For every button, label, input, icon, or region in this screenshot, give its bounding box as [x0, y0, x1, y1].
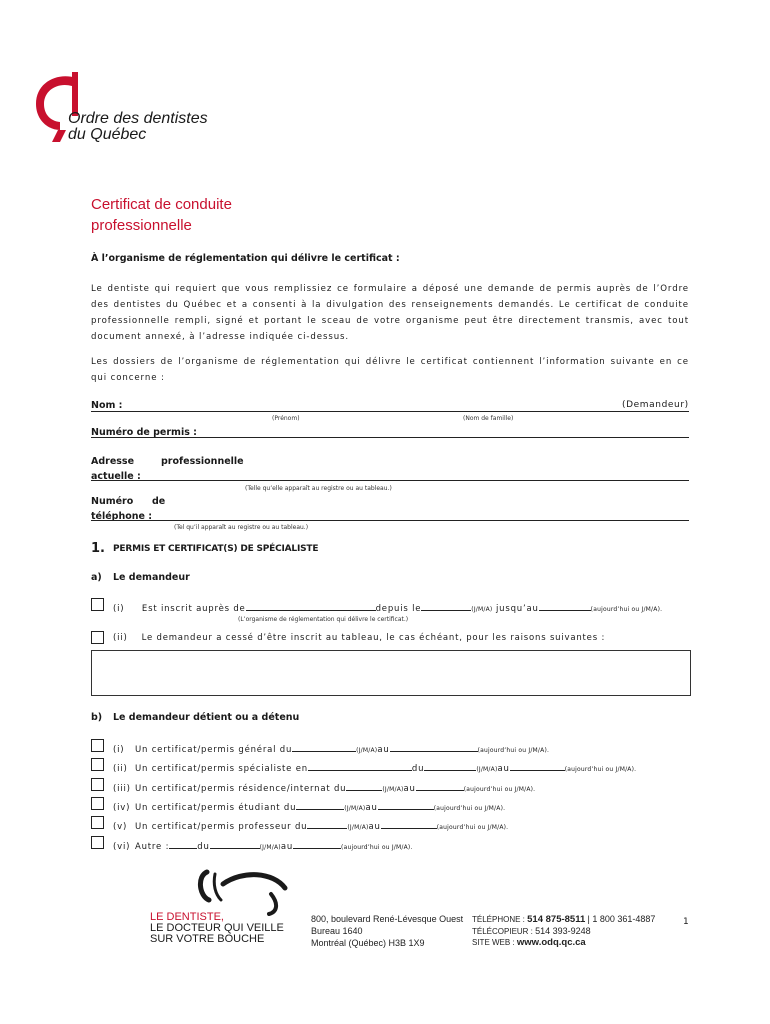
checkbox-b-iii[interactable] [91, 778, 104, 791]
b-ii-du-input[interactable] [424, 760, 476, 771]
b-vi-jma: (J/M/A) [259, 844, 281, 851]
item-b-iii-num: (iii) [113, 784, 131, 794]
b-v-du-input[interactable] [307, 818, 347, 829]
adresse-label-2: professionnelle [161, 456, 244, 467]
telephone-hint: (Tel qu’il apparaît au registre ou au tableau.) [174, 524, 309, 531]
b-ii-specialite-input[interactable] [308, 760, 412, 771]
b-i-au-input[interactable] [390, 741, 478, 752]
fax-number: 514 393-9248 [535, 926, 591, 936]
slogan-line-3: SUR VOTRE BOUCHE [150, 933, 265, 945]
item-b-iv [113, 799, 505, 813]
org-name-line1: Ordre des dentistes [68, 110, 208, 127]
item-b-i-text: Un certificat/permis général du [135, 745, 293, 755]
prenom-hint: (Prénom) [272, 415, 300, 422]
address-line-1: 800, boulevard René-Lévesque Ouest [311, 914, 464, 924]
telephone-tollfree: | 1 800 361-4887 [587, 914, 656, 924]
checkbox-b-ii[interactable] [91, 758, 104, 771]
item-b-ii [113, 760, 636, 774]
website-link[interactable]: www.odq.qc.ca [516, 937, 586, 948]
section-1-title: PERMIS ET CERTIFICAT(S) DE SPÉCIALISTE [113, 544, 319, 554]
organisme-input-line[interactable] [246, 600, 376, 611]
b-ii-au: au [497, 764, 510, 774]
b-iv-au-input[interactable] [378, 799, 434, 810]
b-i-au: au [377, 745, 390, 755]
nom-input-line[interactable] [91, 411, 689, 412]
b-v-jma: (J/M/A) [347, 824, 369, 831]
b-iii-au-input[interactable] [416, 780, 464, 791]
telephone-label: TÉLÉPHONE : [472, 915, 525, 924]
b-vi-au: au [280, 842, 294, 852]
b-vi-end: (aujourd’hui ou J/M/A). [341, 844, 413, 851]
item-a-i-text2: depuis le [375, 604, 422, 614]
telephone-label-1: Numéro [91, 496, 134, 507]
checkbox-a-ii[interactable] [91, 631, 104, 644]
document-title-line1: Certificat de conduite [91, 196, 232, 213]
page-number: 1 [683, 917, 689, 927]
dentist-face-icon [193, 866, 293, 916]
b-v-au: au [368, 822, 381, 832]
sub-b-letter: b) [91, 712, 103, 723]
adresse-label-3: actuelle : [91, 471, 141, 482]
b-iv-au: au [365, 803, 378, 813]
b-i-end: (aujourd’hui ou J/M/A). [477, 747, 550, 754]
item-b-i [113, 741, 549, 755]
b-i-jma: (J/M/A) [356, 747, 378, 754]
item-b-vi [113, 838, 413, 852]
raisons-textarea[interactable] [91, 650, 691, 696]
b-ii-au-input[interactable] [510, 760, 565, 771]
address-line-2: Bureau 1640 [311, 926, 363, 936]
document-title-line2: professionnelle [91, 217, 192, 234]
b-iii-jma: (J/M/A) [382, 786, 404, 793]
organisme-hint: (L’organisme de réglementation qui délivre le certificat.) [238, 616, 409, 623]
checkbox-a-i[interactable] [91, 598, 104, 611]
b-vi-du: du [197, 842, 210, 852]
org-name-line2: du Québec [68, 126, 147, 143]
b-ii-end: (aujourd’hui ou J/M/A). [564, 766, 637, 773]
telephone-label-2: de [152, 496, 166, 507]
checkbox-b-i[interactable] [91, 739, 104, 752]
depuis-input-line[interactable] [421, 600, 471, 611]
nom-label: Nom : [91, 400, 123, 411]
b-iii-au: au [403, 784, 416, 794]
section-1-number: 1. [91, 541, 105, 556]
website-line [472, 937, 586, 949]
item-b-iii [113, 780, 535, 794]
fax-label: TÉLÉCOPIEUR : [472, 927, 533, 936]
item-b-iii-text: Un certificat/permis résidence/internat du [135, 784, 347, 794]
adresse-hint: (Telle qu’elle apparaît au registre ou au tableau.) [245, 485, 392, 492]
item-a-i-text3: jusqu’au [496, 604, 539, 614]
item-a-ii-num: (ii) [113, 633, 128, 643]
b-ii-jma: (J/M/A) [476, 766, 498, 773]
item-b-v-num: (v) [113, 822, 128, 832]
permis-input-line[interactable] [91, 437, 689, 438]
intro-paragraph-2: Les dossiers de l’organisme de réglementation qui délivre le certificat contiennent l’information suivante en ce qui concerne : [91, 357, 689, 383]
item-a-i-jma: (J/M/A) [471, 606, 493, 613]
item-b-ii-text: Un certificat/permis spécialiste en [135, 764, 308, 774]
b-ii-du: du [411, 764, 425, 774]
sub-a-label: Le demandeur [113, 572, 190, 583]
slogan-line-2: LE DOCTEUR QUI VEILLE [150, 922, 284, 934]
item-b-v [113, 818, 508, 832]
b-v-au-input[interactable] [381, 818, 437, 829]
adresse-input-line[interactable] [91, 480, 689, 481]
address-line-3: Montréal (Québec) H3B 1X9 [311, 938, 425, 948]
item-a-i [113, 600, 662, 614]
item-b-v-text: Un certificat/permis professeur du [135, 822, 308, 832]
b-iii-du-input[interactable] [346, 780, 382, 791]
item-b-i-num: (i) [113, 745, 125, 755]
item-b-iv-text: Un certificat/permis étudiant du [135, 803, 297, 813]
item-b-iv-num: (iv) [113, 803, 131, 813]
b-iv-du-input[interactable] [296, 799, 344, 810]
item-a-ii-text: Le demandeur a cessé d’être inscrit au tableau, le cas échéant, pour les raisons suivantes : [141, 633, 606, 643]
checkbox-b-v[interactable] [91, 816, 104, 829]
item-b-vi-num: (vi) [113, 842, 131, 852]
item-b-ii-num: (ii) [113, 764, 128, 774]
b-vi-au-input[interactable] [293, 838, 341, 849]
item-a-i-end: (aujourd’hui ou J/M/A). [590, 606, 663, 613]
b-vi-du-input[interactable] [210, 838, 260, 849]
b-iii-end: (aujourd’hui ou J/M/A). [463, 786, 536, 793]
intro-paragraph-1: Le dentiste qui requiert que vous remplissiez ce formulaire a déposé une demande de permis auprès de l’Ordre des dentistes du Québec et a consenti à la divulgation des renseignements demandés. Le certificat de conduite professionnelle rempli, signé et portant le sceau de votre organisme peut être directement transmis, avec tout document annexé, à l’adresse indiquée ci-dessus. [91, 284, 689, 342]
item-a-i-num: (i) [113, 604, 125, 614]
sub-a-letter: a) [91, 572, 102, 583]
b-v-end: (aujourd’hui ou J/M/A). [436, 824, 509, 831]
adresse-label-1: Adresse [91, 456, 135, 467]
permis-label: Numéro de permis : [91, 427, 197, 438]
b-iv-jma: (J/M/A) [344, 805, 366, 812]
item-a-ii [113, 633, 605, 643]
item-a-i-text1: Est inscrit auprès de [141, 604, 246, 614]
telephone-label-3: téléphone : [91, 511, 153, 522]
sub-b-label: Le demandeur détient ou a détenu [113, 712, 300, 723]
b-iv-end: (aujourd’hui ou J/M/A). [433, 805, 506, 812]
checkbox-b-vi[interactable] [91, 836, 104, 849]
intro-heading: À l’organisme de réglementation qui délivre le certificat : [91, 253, 400, 264]
nom-famille-hint: (Nom de famille) [463, 415, 514, 422]
telephone-number: 514 875-8511 [527, 914, 586, 925]
telephone-input-line[interactable] [91, 520, 689, 521]
b-i-du-input[interactable] [292, 741, 356, 752]
jusquau-input-line[interactable] [539, 600, 591, 611]
item-b-vi-text: Autre : [135, 842, 170, 852]
b-vi-autre-input[interactable] [169, 838, 197, 849]
checkbox-b-iv[interactable] [91, 797, 104, 810]
website-label: SITE WEB : [472, 938, 515, 947]
slogan-line-1: LE DENTISTE, [150, 911, 224, 923]
demandeur-label: (Demandeur) [622, 400, 689, 410]
